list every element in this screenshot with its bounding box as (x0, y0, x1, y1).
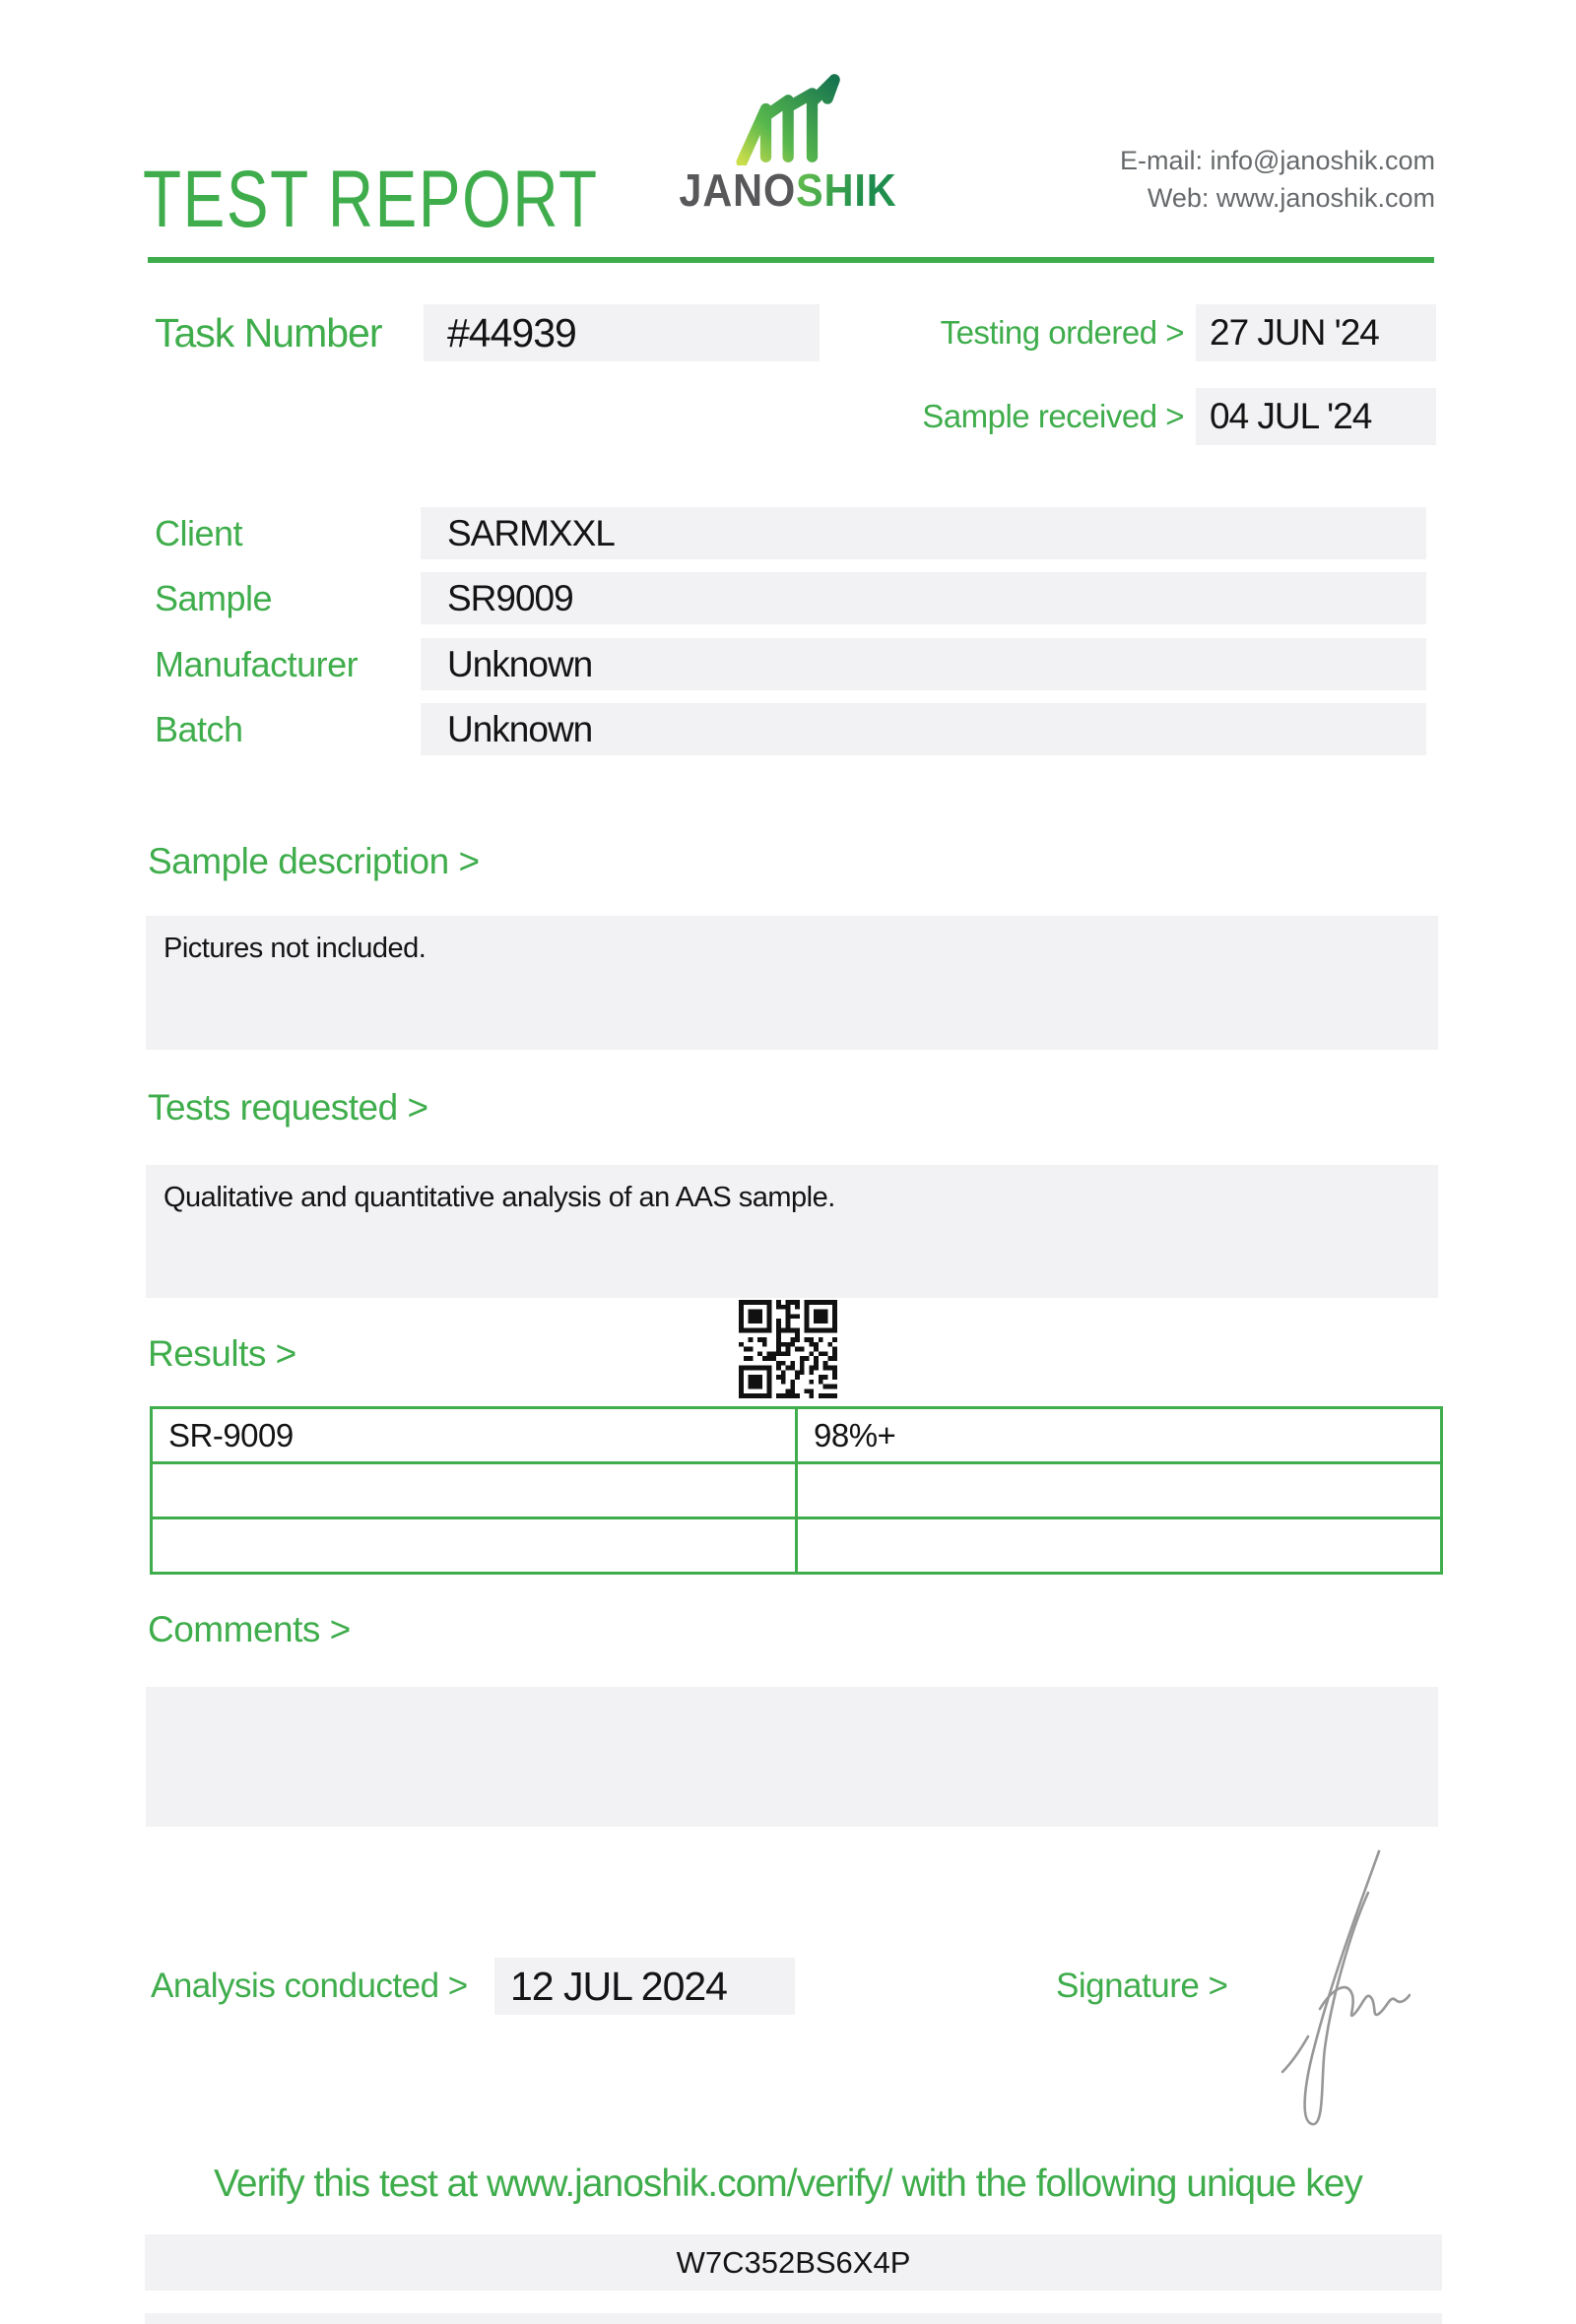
sample-received-value: 04 JUL '24 (1210, 396, 1372, 436)
tests-requested-text: Qualitative and quantitative analysis of an AAS sample. (164, 1182, 835, 1213)
analysis-conducted-label: Analysis conducted > (151, 1967, 468, 2005)
task-number-label: Task Number (155, 310, 382, 355)
results-heading: Results > (148, 1333, 296, 1374)
sample-value: SR9009 (447, 578, 573, 618)
verify-instruction: Verify this test at www.janoshik.com/verify/ with the following unique key (214, 2163, 1362, 2205)
batch-value: Unknown (447, 709, 593, 749)
task-number-field (424, 304, 820, 361)
page-title: TEST REPORT (143, 155, 599, 244)
testing-ordered-field (1196, 304, 1436, 361)
table-row (152, 1408, 1442, 1463)
result-value-cell: 98%+ (797, 1408, 1442, 1463)
client-label: Client (155, 513, 243, 553)
comments-text (146, 1687, 1438, 1712)
testing-ordered-value: 27 JUN '24 (1210, 312, 1379, 353)
comments-box (146, 1687, 1438, 1827)
sample-description-heading: Sample description > (148, 841, 480, 881)
analysis-date-value: 12 JUL 2024 (510, 1964, 727, 2009)
result-name-cell (152, 1518, 797, 1574)
batch-field (421, 703, 1426, 755)
comments-heading: Comments > (148, 1609, 351, 1649)
results-table (150, 1406, 1443, 1575)
result-name-cell: SR-9009 (152, 1408, 797, 1463)
unique-key-field (145, 2234, 1442, 2291)
signature-scribble (1263, 1840, 1411, 2135)
result-name-cell (152, 1463, 797, 1518)
partial-bottom-box (145, 2313, 1442, 2324)
signature-label: Signature > (1056, 1967, 1228, 2005)
qr-code (739, 1300, 837, 1398)
tests-requested-heading: Tests requested > (148, 1087, 428, 1128)
sample-description-text: Pictures not included. (164, 933, 427, 964)
sample-label: Sample (155, 578, 273, 618)
analysis-date-field (494, 1958, 795, 2015)
client-value: SARMXXL (447, 513, 615, 553)
sample-received-field (1196, 388, 1436, 445)
logo-text-green: SHIK (796, 164, 897, 216)
task-number-value: #44939 (447, 310, 576, 355)
table-row (152, 1518, 1442, 1574)
manufacturer-value: Unknown (447, 644, 593, 684)
contact-web: Web: www.janoshik.com (1147, 183, 1435, 213)
result-value-cell (797, 1518, 1442, 1574)
tests-requested-box (146, 1165, 1438, 1298)
contact-email: E-mail: info@janoshik.com (1119, 146, 1435, 175)
manufacturer-field (421, 638, 1426, 690)
testing-ordered-label: Testing ordered > (940, 314, 1184, 351)
sample-description-box (146, 916, 1438, 1050)
manufacturer-label: Manufacturer (155, 644, 359, 684)
sample-received-label: Sample received > (922, 398, 1184, 434)
contact-block (1120, 142, 1435, 217)
header-divider (148, 257, 1434, 263)
unique-key-value: W7C352BS6X4P (676, 2245, 911, 2280)
batch-label: Batch (155, 709, 243, 749)
result-value-cell (797, 1463, 1442, 1518)
client-field (421, 507, 1426, 559)
logo-text-dark: JANO (679, 164, 797, 216)
logo-wordmark (664, 163, 912, 217)
table-row (152, 1463, 1442, 1518)
sample-field (421, 572, 1426, 624)
growth-chart-icon (729, 73, 849, 165)
